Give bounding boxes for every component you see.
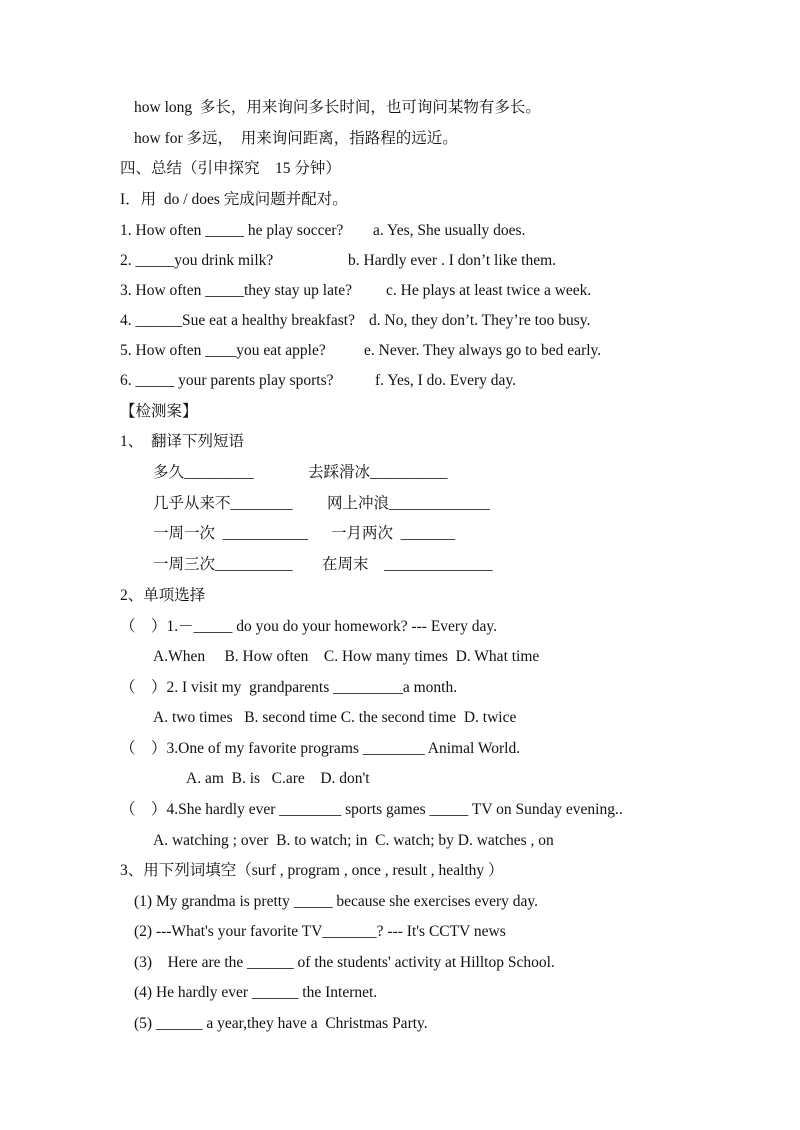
translate-phrase: 去踩滑冰__________	[308, 464, 448, 481]
translate-phrase: 一月两次 _______	[331, 525, 456, 542]
choice-question: （ ）3.One of my favorite programs ________ Animal World.	[120, 740, 521, 757]
pair-question: 6. _____ your parents play sports?	[120, 372, 334, 389]
fill-item: (2) ---What's your favorite TV_______? --- It's CCTV news	[134, 923, 506, 940]
choice-options: A. am B. is C.are D. don't	[186, 770, 370, 787]
how-long-note: how long 多长，用来询问多长时间，也可询问某物有多长。	[134, 99, 541, 116]
pair-question: 1. How often _____ he play soccer?	[120, 222, 344, 239]
translate-phrase: 几乎从来不________	[153, 495, 293, 512]
pair-answer: d. No, they don’t. They’re too busy.	[369, 312, 591, 329]
choice-question: （ ）4.She hardly ever ________ sports games _____ TV on Sunday evening..	[120, 801, 623, 818]
translate-title: 1、 翻译下列短语	[120, 433, 245, 450]
fill-item: (5) ______ a year,they have a Christmas Party.	[134, 1015, 428, 1032]
pair-answer: b. Hardly ever . I don’t like them.	[348, 252, 557, 269]
choice-question: （ ）2. I visit my grandparents _________a month.	[120, 679, 458, 696]
summary-subtitle: I．用 do / does 完成问题并配对。	[120, 191, 348, 208]
fill-item: (4) He hardly ever ______ the Internet.	[134, 984, 378, 1001]
translate-phrase: 一周一次 ___________	[153, 525, 309, 542]
pair-question: 4. ______Sue eat a healthy breakfast?	[120, 312, 355, 329]
translate-phrase: 一周三次__________	[153, 556, 293, 573]
pair-answer: a. Yes, She usually does.	[373, 222, 526, 239]
pair-answer: e. Never. They always go to bed early.	[364, 342, 602, 359]
fill-title: 3、用下列词填空（surf , program , once , result , healthy ）	[120, 862, 504, 879]
choice-question: （ ）1.－_____ do you do your homework? --- Every day.	[120, 618, 497, 635]
pair-question: 2. _____you drink milk?	[120, 252, 274, 269]
translate-phrase: 在周末 ______________	[322, 556, 493, 573]
translate-phrase: 多久_________	[153, 464, 254, 481]
pair-question: 3. How often _____they stay up late?	[120, 282, 353, 299]
summary-title: 四、总结（引申探究 15 分钟）	[120, 160, 341, 177]
fill-item: (3) Here are the ______ of the students' activity at Hilltop School.	[134, 954, 555, 971]
choice-options: A.When B. How often C. How many times D. What time	[153, 648, 540, 665]
choice-title: 2、单项选择	[120, 587, 206, 604]
choice-options: A. watching ; over B. to watch; in C. watch; by D. watches , on	[153, 832, 554, 849]
pair-answer: f. Yes, I do. Every day.	[375, 372, 517, 389]
fill-item: (1) My grandma is pretty _____ because she exercises every day.	[134, 893, 539, 910]
pair-answer: c. He plays at least twice a week.	[386, 282, 592, 299]
translate-phrase: 网上冲浪_____________	[327, 495, 490, 512]
choice-options: A. two times B. second time C. the second time D. twice	[153, 709, 517, 726]
pair-question: 5. How often ____you eat apple?	[120, 342, 326, 359]
test-title: 【检测案】	[120, 403, 198, 420]
how-far-note: how for 多远， 用来询问距离，指路程的远近。	[134, 130, 458, 147]
